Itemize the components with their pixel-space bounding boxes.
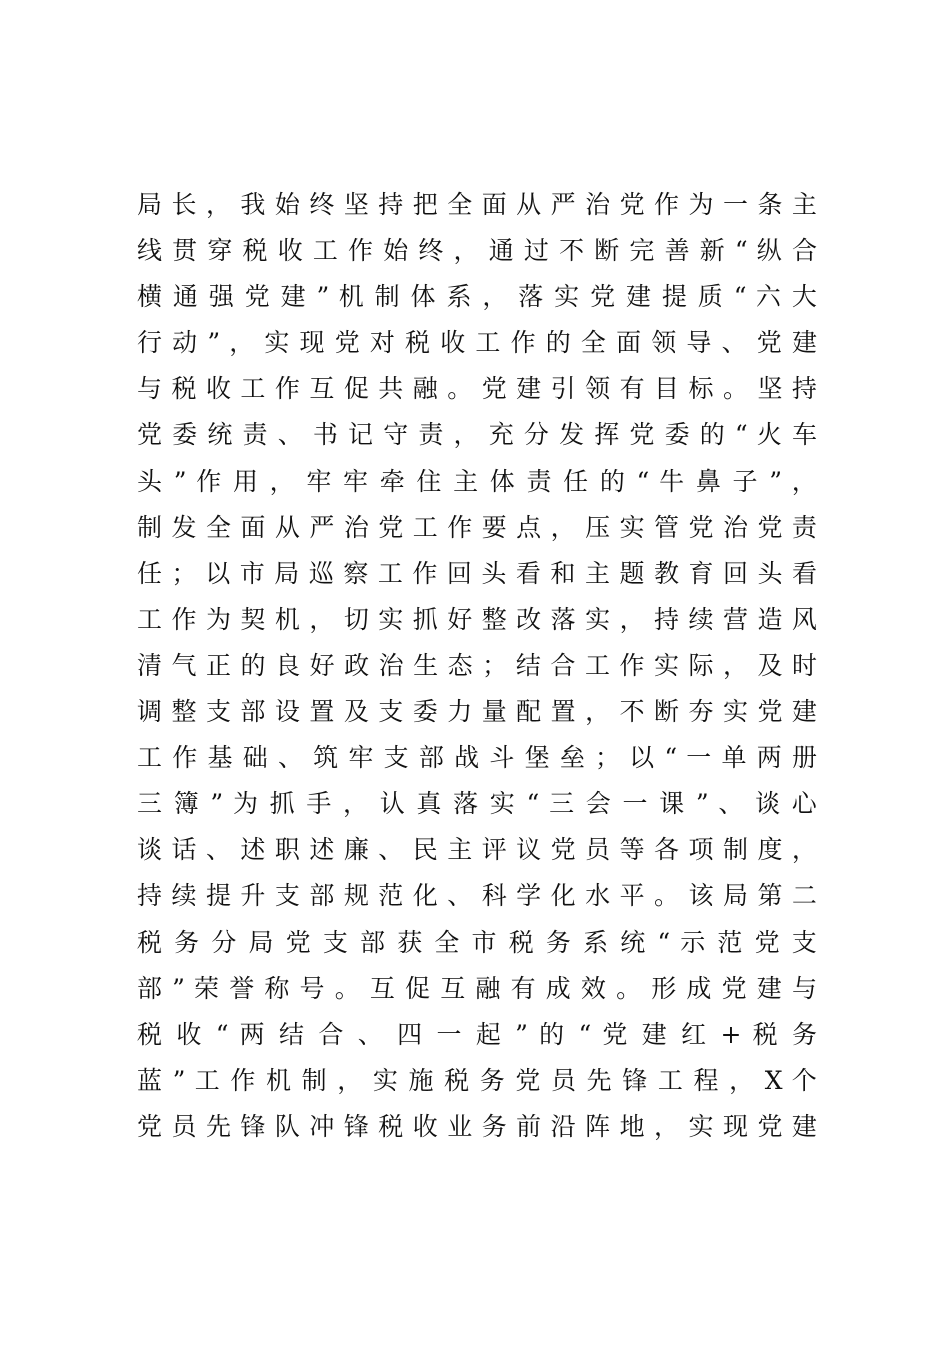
text-line: 部 ” 荣 誉 称 号 。 互 促 互 融 有 成 效 。 形 成 党 建 与 [137, 973, 817, 1003]
text-line: 线 贯 穿 税 收 工 作 始 终 ， 通 过 不 断 完 善 新 “ 纵 合 [137, 236, 817, 266]
text-line: 头 ” 作 用 ， 牢 牢 牵 住 主 体 责 任 的 “ 牛 鼻 子 ” ， [137, 466, 817, 496]
text-line: 三 簿 ” 为 抓 手 ， 认 真 落 实 “ 三 会 一 课 ” 、 谈 心 [137, 789, 817, 819]
text-line: 横 通 强 党 建 ” 机 制 体 系 ， 落 实 党 建 提 质 “ 六 大 [137, 282, 817, 312]
text-line: 任 ； 以 市 局 巡 察 工 作 回 头 看 和 主 题 教 育 回 头 看 [137, 558, 817, 588]
text-line: 行 动 ” ， 实 现 党 对 税 收 工 作 的 全 面 领 导 、 党 建 [137, 328, 817, 358]
text-line: 工 作 为 契 机 ， 切 实 抓 好 整 改 落 实 ， 持 续 营 造 风 [137, 604, 817, 634]
body-paragraph [137, 182, 817, 1150]
text-line: 持 续 提 升 支 部 规 范 化 、 科 学 化 水 平 。 该 局 第 二 [137, 881, 817, 911]
text-line: 谈 话 、 述 职 述 廉 、 民 主 评 议 党 员 等 各 项 制 度 ， [137, 835, 817, 865]
text-line: 党 员 先 锋 队 冲 锋 税 收 业 务 前 沿 阵 地 ， 实 现 党 建 [137, 1111, 817, 1141]
text-line: 工 作 基 础 、 筑 牢 支 部 战 斗 堡 垒 ； 以 “ 一 单 两 册 [137, 743, 817, 773]
text-line: 党 委 统 责 、 书 记 守 责 ， 充 分 发 挥 党 委 的 “ 火 车 [137, 420, 817, 450]
text-line: 蓝 ” 工 作 机 制 ， 实 施 税 务 党 员 先 锋 工 程 ， X 个 [137, 1065, 817, 1095]
text-line: 清 气 正 的 良 好 政 治 生 态 ； 结 合 工 作 实 际 ， 及 时 [137, 650, 817, 680]
text-line: 与 税 收 工 作 互 促 共 融 。 党 建 引 领 有 目 标 。 坚 持 [137, 374, 817, 404]
text-line: 税 务 分 局 党 支 部 获 全 市 税 务 系 统 “ 示 范 党 支 [137, 927, 817, 957]
text-line: 局 长 ， 我 始 终 坚 持 把 全 面 从 严 治 党 作 为 一 条 主 [137, 190, 817, 219]
text-line: 税 收 “ 两 结 合 、 四 一 起 ” 的 “ 党 建 红 + 税 务 [137, 1019, 817, 1049]
text-line: 调 整 支 部 设 置 及 支 委 力 量 配 置 ， 不 断 夯 实 党 建 [137, 697, 817, 727]
text-line: 制 发 全 面 从 严 治 党 工 作 要 点 ， 压 实 管 党 治 党 责 [137, 512, 817, 542]
